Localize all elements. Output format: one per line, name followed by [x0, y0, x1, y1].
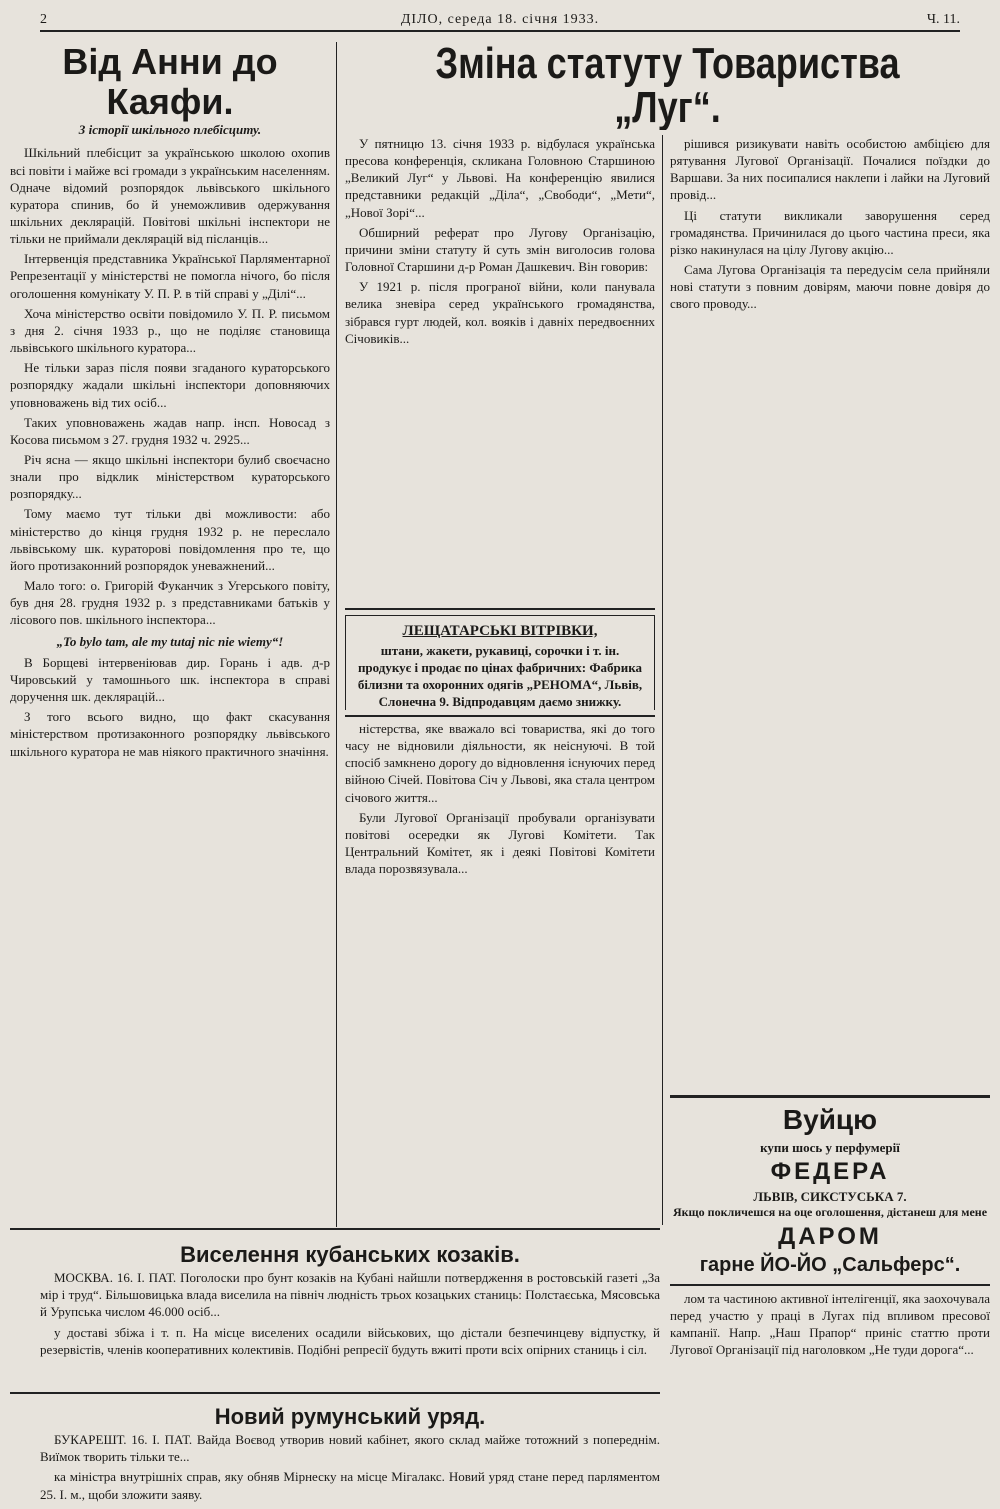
paragraph: З того всього видно, що факт скасування міністерством протизаконного розпорядку львівського шкільного куратора не мав ніякого практичного значіння. [10, 709, 330, 759]
paragraph: Були Лугової Організації пробували організувати повітові осередки як Лугові Комітети. Так Центральний Комітет, як і деякі Повітові Комітети влада порозвязувала... [345, 809, 655, 877]
section-rule [10, 1392, 660, 1394]
paragraph: рішився ризикувати навіть особистою амбіцією для рятування Лугової Організації. Почалися поїздки до Варшави. За них посипалися наклепи і лайки на Луговий провід... [670, 136, 990, 203]
romania-article [40, 1402, 660, 1507]
paragraph: У 1921 р. після програної війни, коли панувала велика зневіра серед українського громадянства, зібрався гурт людей, кол. вояків і давніх передвоєнних Січовиків... [345, 279, 655, 346]
page-number: 2 [40, 12, 47, 27]
main-column-2-bottom [670, 1290, 990, 1505]
paragraph: Інтервенція представника Української Парляментарної Репрезентації у міністерстві не помогла нічого, бо після оголошення комунікату У. П. Р. в тій справі у „Ділі“... [10, 251, 330, 301]
main-article-title: Зміна статуту Товариства „Луг“. [435, 42, 900, 130]
ad-line-6: ДАРОМ [778, 1222, 882, 1250]
ad-rule [670, 1284, 990, 1286]
issue-number: Ч. 11. [926, 12, 960, 27]
cossacks-title: Виселення кубанських козаків. [180, 1242, 520, 1267]
section-rule [10, 1228, 660, 1230]
paragraph: Річ ясна — якщо шкільні інспектори булиб своєчасно знали про відклик міністерством кураторського розпорядку... [10, 452, 330, 502]
page-header [40, 8, 960, 32]
main-column-1-continued [345, 720, 655, 1225]
paragraph: Ці статути викликали заворушення серед громадянства. Причинилася до цього частина преси, яка різко накинулася на цілу Лугову акцію... [670, 207, 990, 257]
paragraph: У пятницю 13. січня 1933 р. відбулася українська пресова конференція, скликана Головною Старшиною „Великий Луг“ у Львові. На конференцію явилися представники редакцій „Діла“, „Свободи“, „Мети“, „Нової Зорі“... [345, 136, 655, 220]
reroma-ad [345, 615, 655, 710]
paragraph: Мало того: о. Григорій Фуканчик з Угерського повіту, був дня 28. грудня 1932 р. з представниками батьків у лісового пов. шкільного інспектора... [10, 578, 330, 628]
column-divider [336, 42, 337, 1227]
paragraph: Тому маємо тут тільки дві можливости: або міністерство до кінця грудня 1932 р. не переслало львівському шк. кураторові повідомлення про те, що його протизаконний розпорядок уневажнений... [10, 506, 330, 573]
article-title-left: Від Анни до Каяфи. [62, 42, 278, 122]
paragraph: Сама Лугова Організація та передусім села прийняли нові статути з повним довірям, маючи повне довіря до свого проводу... [670, 262, 990, 312]
ad-line-7: гарне ЙО-ЙО „Сальферс“. [699, 1254, 961, 1277]
ad-rule [345, 608, 655, 610]
main-column-2 [670, 135, 990, 1055]
paragraph: ка міністра внутрішніх справ, яку обняв Мірнеску на місце Мігалакс. Новий уряд стане перед парляментом 25. I. м., щоби зложити заяву. [40, 1469, 660, 1502]
cossacks-article [40, 1240, 660, 1390]
column-divider [662, 135, 663, 1225]
paragraph: Таких уповноважень жадав напр. інсп. Новосад з Косова письмом з 27. грудня 1932 ч. 2925... [10, 414, 330, 447]
ad-text: штани, жакети, рукавиці, сорочки і т. ін. продукує і продає по цінах фабричних: Фабрика білизни та охоронних одягів „РЕНОМА“, Львів, Слонечна 9. Відпродавцям даємо знижку. [357, 642, 643, 710]
paragraph: Обширний реферат про Лугову Організацію, причини зміни статуту й суть змін виголосив голова Головної Старшини д-р Роман Дашкевич. Він говорив: [345, 224, 655, 275]
article-subtitle-left: З історії шкільного плебісциту. [78, 122, 262, 138]
paragraph: МОСКВА. 16. I. ПАТ. Поголоски про бунт козаків на Кубані найшли потвердження в ростовській газеті „За мір і труд“. Більшовицька влада виселила на північ людність трьох козацьких станиць: Полстаєська, Мясовська й Урупська числом 46.000 осіб... [40, 1270, 660, 1320]
ad-line-4: ЛЬВІВ, СИКСТУСЬКА 7. [753, 1188, 907, 1204]
ad-line-5: Якщо покличешся на оце оголошення, дістанеш для мене [672, 1204, 988, 1219]
ad-line-2: купи шось у перфумерії [760, 1139, 900, 1155]
paragraph: у доставі збіжа і т. п. На місце виселених осадили військових, що дістали безпечинцеву відпустку, й резервістів, членів кооперативних колективів. Подібні репресії будуть вжиті проти всіх опірних станиць і сіл. [40, 1324, 660, 1357]
quote-line: „To bylo tam, ale my tutaj nic nie wiemy“! [56, 633, 284, 649]
paragraph: В Борщеві інтервеніював дир. Горань і адв. д-р Чировський у тамошнього шк. інспектора в справі доручення шк. деклярацій... [10, 654, 330, 705]
ad-rule [670, 1095, 990, 1098]
main-article-header [345, 42, 990, 130]
main-column-1 [345, 135, 655, 605]
paragraph: лом та частиною активної інтелігенції, яка заохочувала перед участю у праці в Лугах під впливом пресової кампанії. Напр. „Наш Прапор“ приніс статтю проти Лугової Організації під наголовком „Не туди дорога“... [670, 1291, 990, 1358]
left-column-article [10, 42, 330, 1222]
paragraph: ністерства, яке вважало всі товариства, які до того часу не відновили діяльности, як неіснуючі. В той спосіб замкнено дорогу до відновлення існуючих перед війною Січей. Повітова Січ у Львові, яка стала центром січового життя... [345, 721, 655, 805]
paragraph: Хоча міністерство освіти повідомило У. П. Р. письмом з дня 2. січня 1933 р., що не поділяє становища львівського шкільного куратора... [10, 305, 330, 356]
masthead-date: ДІЛО, середа 18. січня 1933. [400, 12, 600, 27]
romania-title: Новий румунський уряд. [214, 1404, 486, 1429]
ad-line-3: ФЕДЕРА [770, 1158, 890, 1186]
federa-ad [670, 1102, 990, 1280]
paragraph: БУКАРЕШТ. 16. I. ПАТ. Вайда Воєвод утворив новий кабінет, якого склад майже тотожний з попереднім. Виїмок творить тільки те... [40, 1432, 660, 1465]
paragraph: Шкільний плебісцит за українською школою охопив всі повіти і майже всі громади з українським населенням. Одначе відомий розпорядок львівського шкільного куратора спинив, бо й унеможливив одержування шкільних деклярацій. Повітові шкільні інспектори не тільки не приймали деклярацій від післанців... [10, 145, 330, 247]
ad-heading: ЛЕЩАТАРСЬКІ ВІТРІВКИ, [402, 623, 598, 639]
ad-rule [345, 715, 655, 717]
paragraph: Не тільки зараз після появи згаданого кураторського розпорядку жадали шкільні інспектори доповняючих уповноважень від тих осіб... [10, 360, 330, 410]
ad-line-1: Вуйцю [782, 1104, 878, 1135]
